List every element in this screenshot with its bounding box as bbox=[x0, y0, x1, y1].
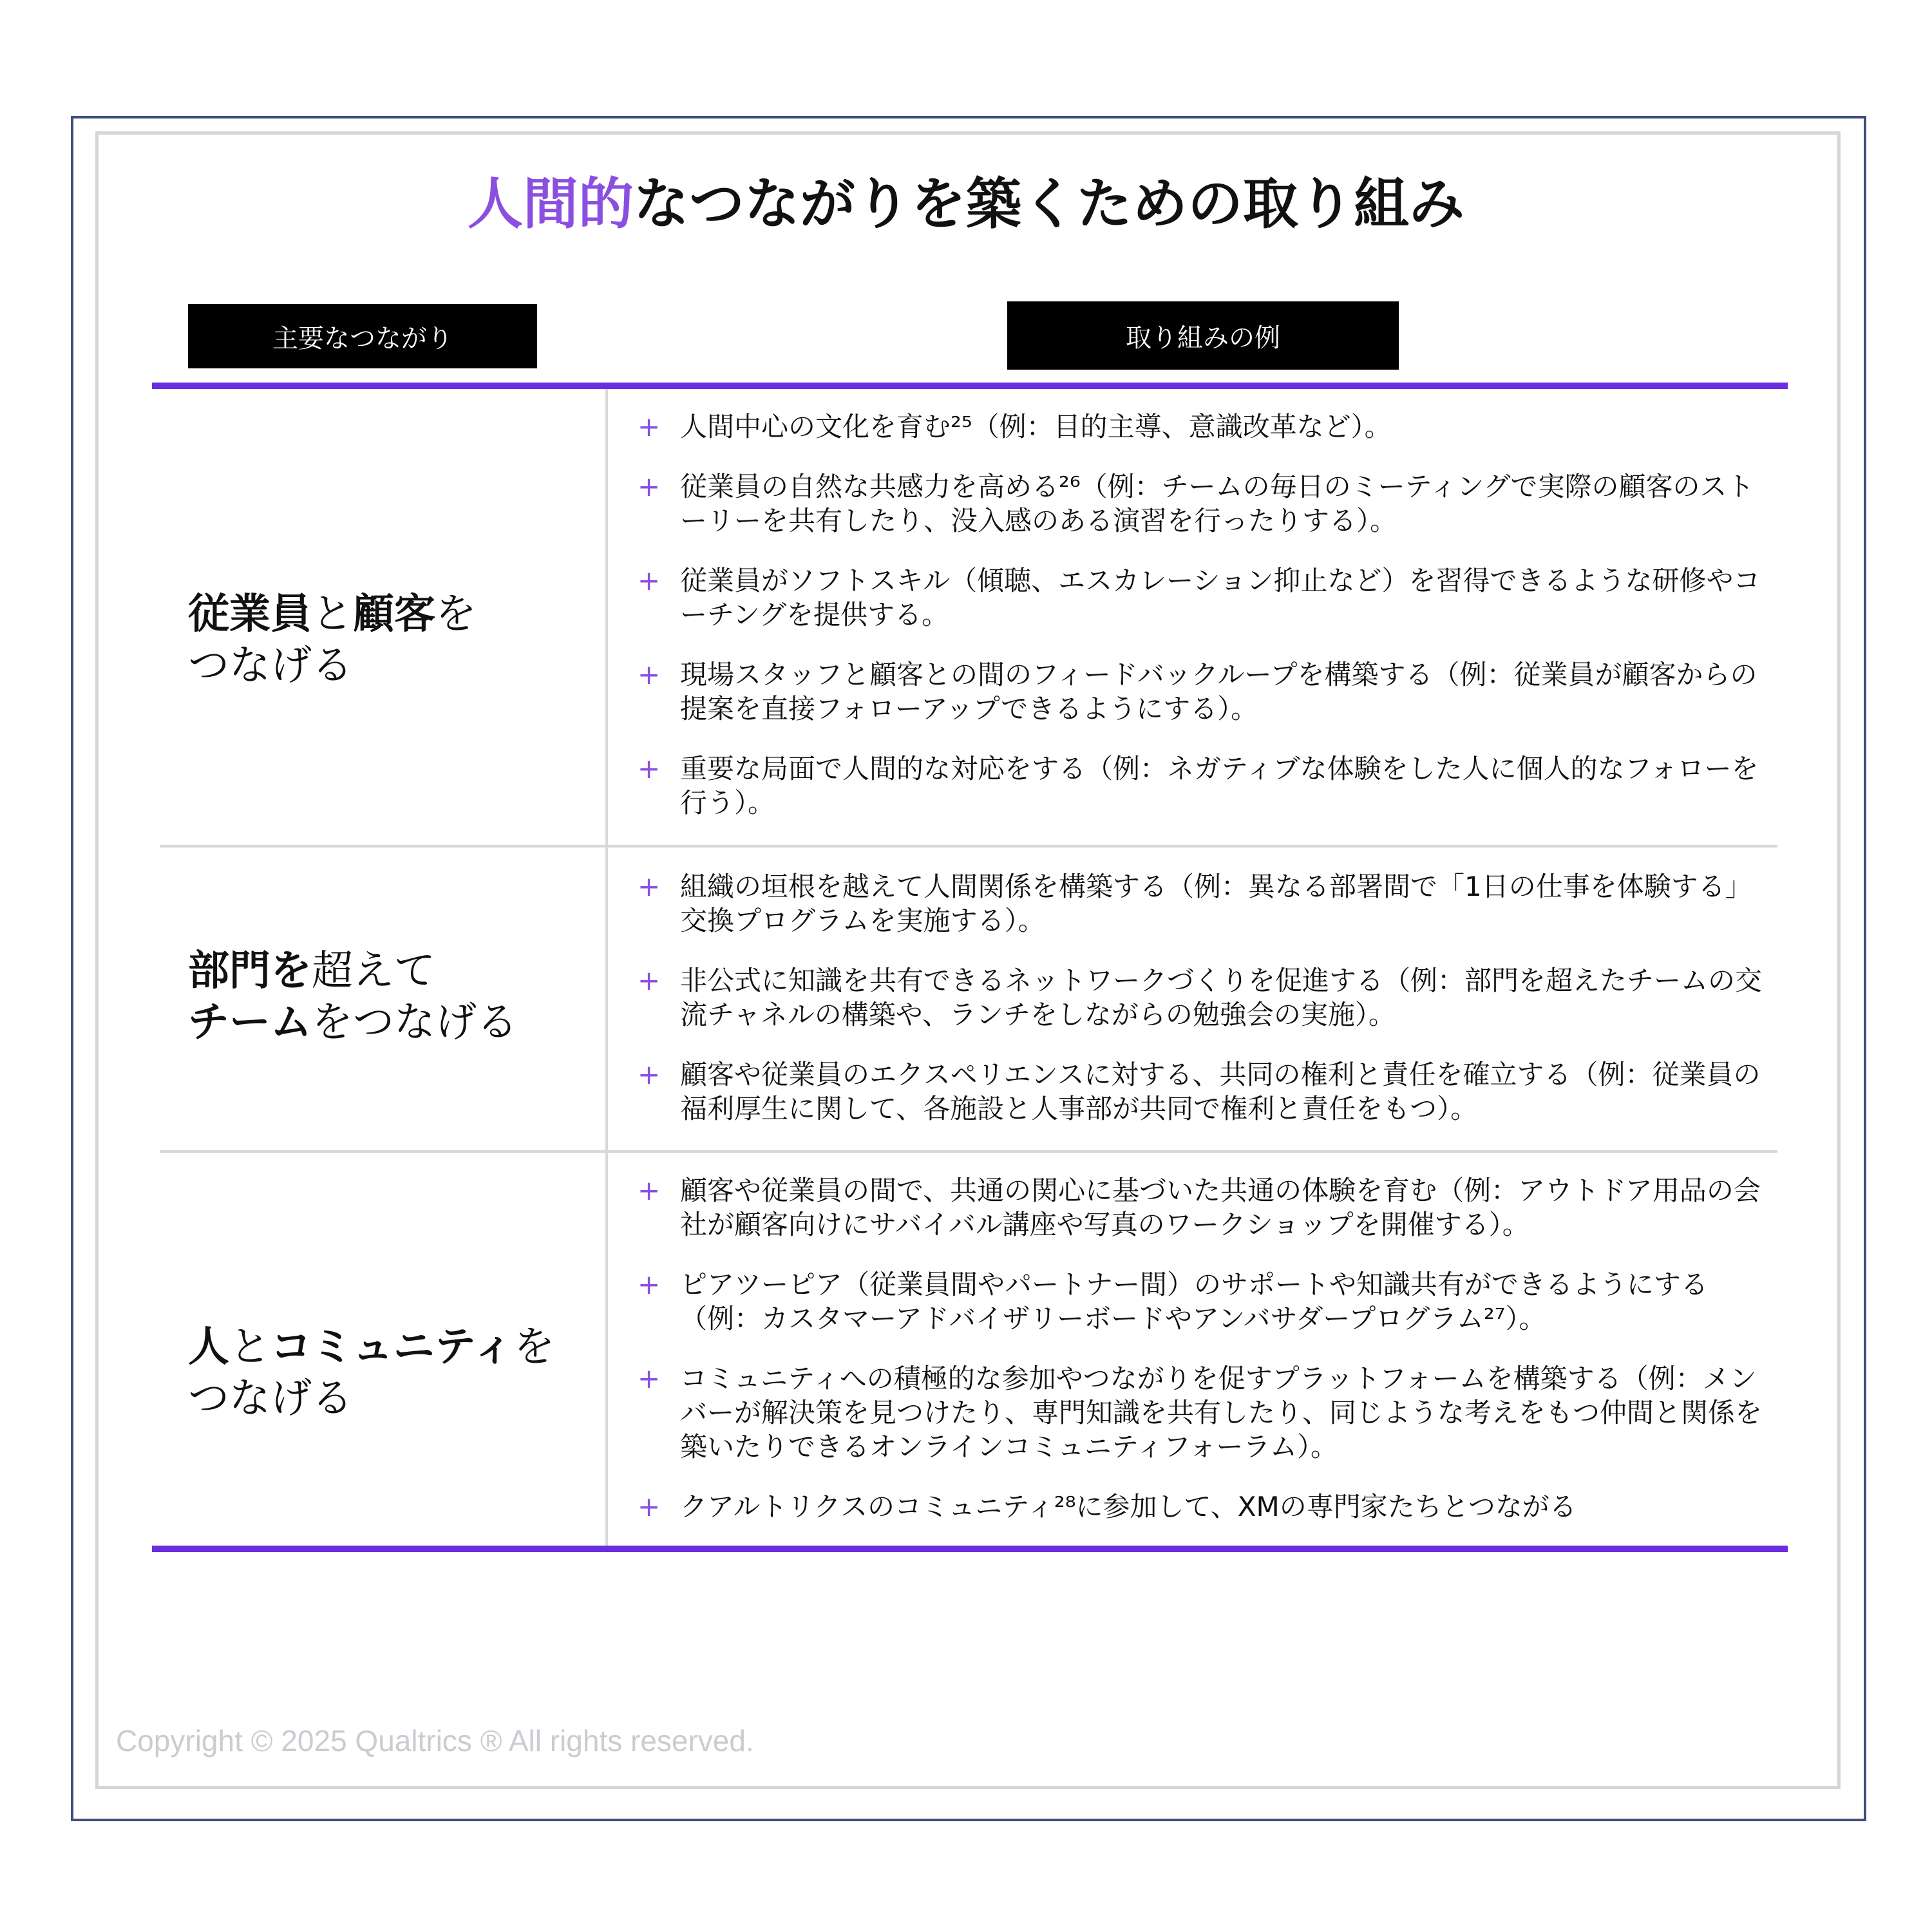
table-bottom-rule bbox=[152, 1546, 1788, 1552]
list-item bbox=[638, 1267, 1771, 1336]
item-text: 従業員の自然な共感力を高める²⁶（例：チームの毎日のミーティングで実際の顧客のストーリーを共有したり、没入感のある演習を行ったりする）。 bbox=[680, 471, 1754, 536]
plus-icon: + bbox=[638, 1491, 661, 1522]
column-header-examples-label: 取り組みの例 bbox=[1126, 323, 1280, 353]
list-item bbox=[638, 469, 1771, 538]
label-bold: 従業員 bbox=[188, 591, 312, 638]
item-text: 顧客や従業員のエクスペリエンスに対する、共同の権利と責任を確立する（例：従業員の福利厚生に関して、各施設と人事部が共同で権利と責任をもつ）。 bbox=[680, 1059, 1761, 1124]
item-text: 人間中心の文化を育む²⁵（例：目的主導、意識改革など）。 bbox=[680, 411, 1392, 442]
row-label-line bbox=[188, 589, 477, 640]
examples-list bbox=[638, 1173, 1771, 1524]
label-bold: チーム bbox=[188, 999, 312, 1046]
list-item bbox=[638, 752, 1771, 820]
list-item bbox=[638, 1490, 1771, 1524]
plus-icon: + bbox=[638, 565, 661, 596]
row-label-cross-department bbox=[188, 945, 518, 1048]
item-text: コミュニティへの積極的な参加やつながりを促すプラットフォームを構築する（例：メンバーが解決策を見つけたり、専門知識を共有したり、同じような考えをもつ仲間と関係を築いたりできるオンラインコミュニティフォーラム）。 bbox=[680, 1363, 1763, 1463]
column-header-examples bbox=[1007, 301, 1399, 370]
label-text: と bbox=[229, 1323, 270, 1371]
table-top-rule bbox=[152, 383, 1788, 389]
label-text: を bbox=[435, 591, 477, 638]
plus-icon: + bbox=[638, 965, 661, 996]
row-divider bbox=[160, 845, 1777, 848]
row-label-employees-customers bbox=[188, 589, 477, 692]
plus-icon: + bbox=[638, 1059, 661, 1090]
row-divider bbox=[160, 1150, 1777, 1153]
column-header-connections bbox=[188, 304, 537, 368]
row-label-line: つなげる bbox=[188, 642, 353, 690]
item-text: 顧客や従業員の間で、共通の関心に基づいた共通の体験を育む（例：アウトドア用品の会社が顧客向けにサバイバル講座や写真のワークショップを開催する）。 bbox=[680, 1175, 1761, 1240]
label-text: を bbox=[513, 1323, 555, 1371]
list-item bbox=[638, 658, 1771, 726]
row-label-line bbox=[188, 1321, 555, 1373]
item-text: ピアツーピア（従業員間やパートナー間）のサポートや知識共有ができるようにする（例：カスタマーアドバイザリーボードやアンバサダープログラム²⁷）。 bbox=[680, 1269, 1709, 1334]
list-item bbox=[638, 410, 1771, 444]
item-text: 組織の垣根を越えて人間関係を構築する（例：異なる部署間で「1日の仕事を体験する」交換プログラムを実施する）。 bbox=[680, 871, 1752, 936]
label-text: をつなげる bbox=[312, 999, 518, 1046]
page-title bbox=[0, 169, 1932, 240]
item-text: 非公式に知識を共有できるネットワークづくりを促進する（例：部門を超えたチームの交流チャネルの構築や、ランチをしながらの勉強会の実施）。 bbox=[680, 965, 1763, 1030]
item-text: 従業員がソフトスキル（傾聴、エスカレーション抑止など）を習得できるような研修やコーチングを提供する。 bbox=[680, 565, 1761, 630]
label-bold: 部門を bbox=[188, 947, 312, 995]
plus-icon: + bbox=[638, 659, 661, 690]
label-bold: 人 bbox=[188, 1323, 229, 1371]
list-item bbox=[638, 869, 1771, 938]
item-text: クアルトリクスのコミュニティ²⁸に参加して、XMの専門家たちとつながる bbox=[680, 1491, 1577, 1522]
label-bold: コミュニティ bbox=[270, 1323, 514, 1371]
row-label-line bbox=[188, 945, 518, 997]
list-item bbox=[638, 1057, 1771, 1126]
plus-icon: + bbox=[638, 471, 661, 502]
plus-icon: + bbox=[638, 871, 661, 902]
plus-icon: + bbox=[638, 411, 661, 442]
plus-icon: + bbox=[638, 1363, 661, 1394]
plus-icon: + bbox=[638, 753, 661, 784]
item-text: 現場スタッフと顧客との間のフィードバックループを構築する（例：従業員が顧客からの提案を直接フォローアップできるようにする）。 bbox=[680, 659, 1757, 724]
label-bold: 顧客 bbox=[353, 591, 435, 638]
title-rest: なつながりを築くための取り組み bbox=[634, 172, 1464, 236]
plus-icon: + bbox=[638, 1269, 661, 1300]
label-text: と bbox=[312, 591, 353, 638]
plus-icon: + bbox=[638, 1175, 661, 1206]
list-item bbox=[638, 1173, 1771, 1242]
examples-list bbox=[638, 410, 1771, 820]
row-label-line: つなげる bbox=[188, 1375, 353, 1423]
copyright-notice: Copyright © 2025 Qualtrics ® All rights reserved. bbox=[116, 1724, 754, 1757]
list-item bbox=[638, 564, 1771, 632]
row-label-community bbox=[188, 1321, 555, 1425]
list-item bbox=[638, 963, 1771, 1032]
column-divider bbox=[605, 389, 608, 1547]
label-text: 超えて bbox=[312, 947, 435, 995]
item-text: 重要な局面で人間的な対応をする（例：ネガティブな体験をした人に個人的なフォローを行う）。 bbox=[680, 753, 1759, 819]
row-label-line bbox=[188, 997, 518, 1048]
list-item bbox=[638, 1361, 1771, 1464]
column-header-connections-label: 主要なつながり bbox=[272, 323, 453, 354]
title-accent: 人間的 bbox=[468, 172, 634, 236]
examples-list bbox=[638, 869, 1771, 1126]
